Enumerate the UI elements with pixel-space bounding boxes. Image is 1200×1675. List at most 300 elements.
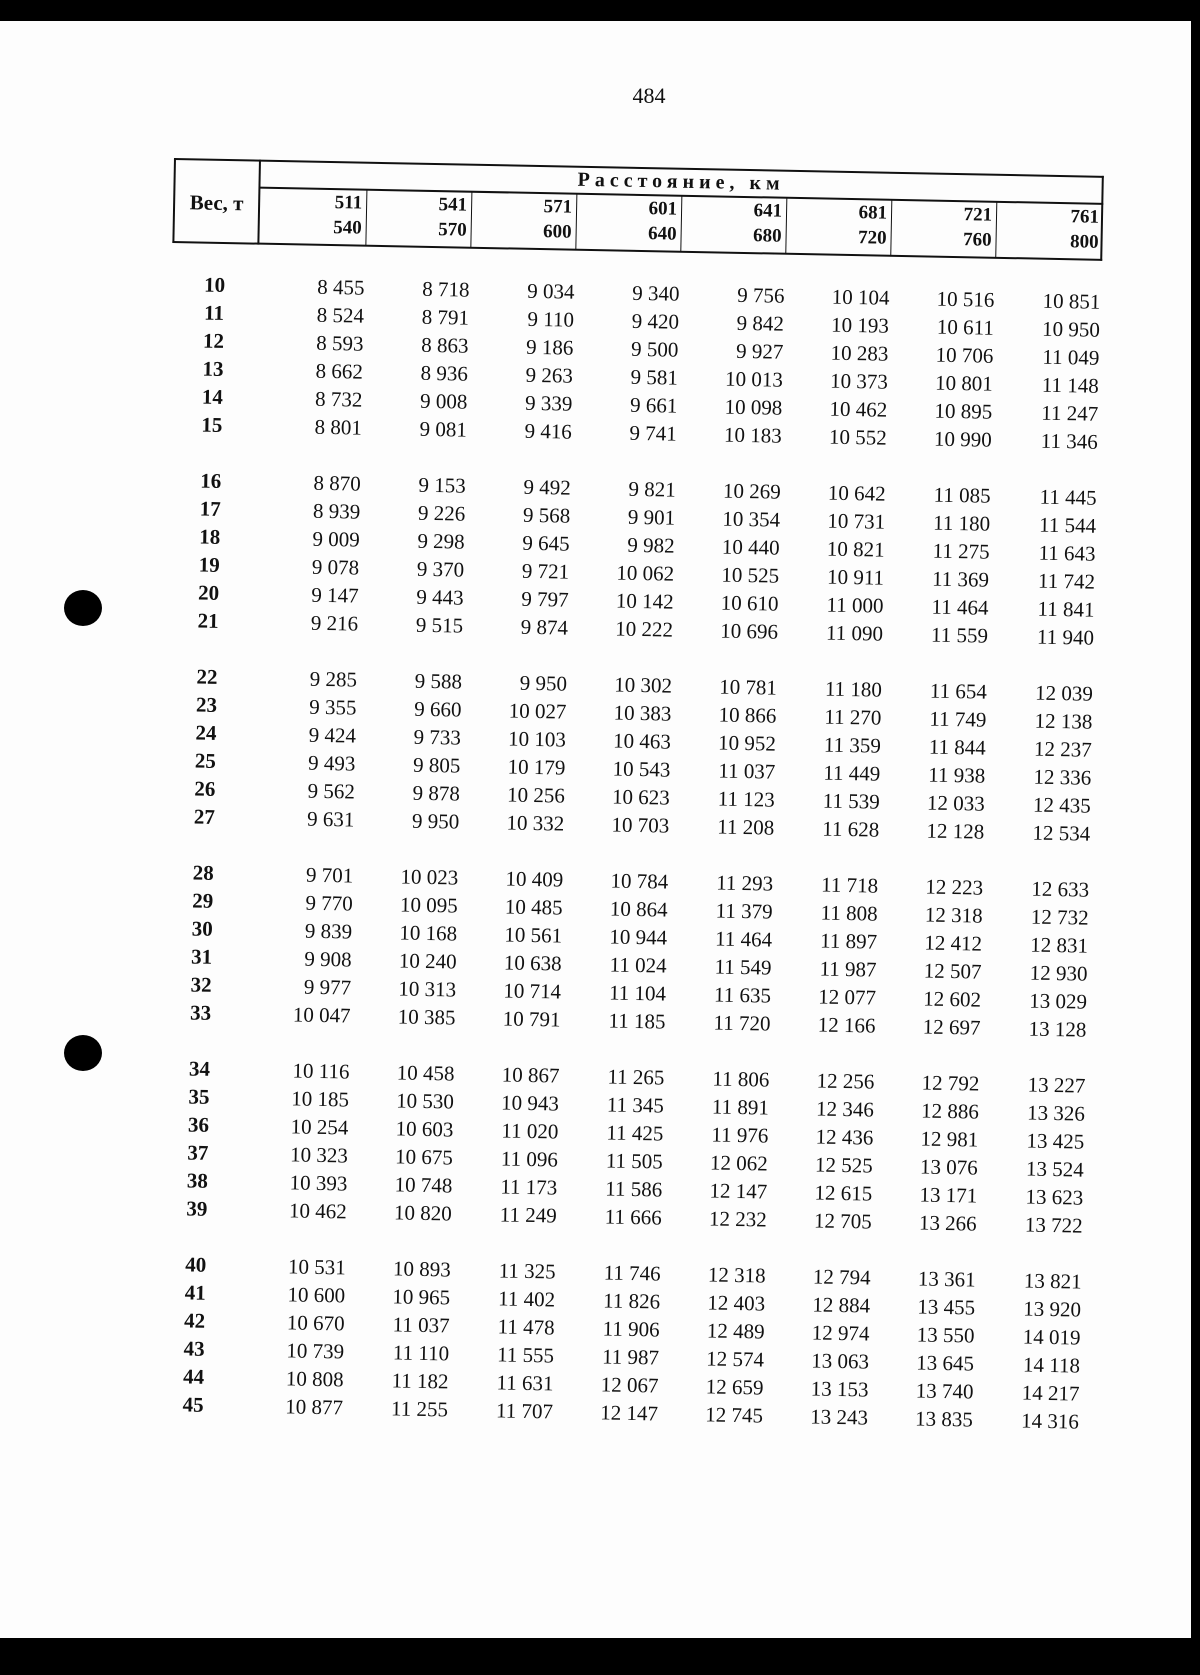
table-cell: 12 033: [926, 790, 985, 816]
table-cell: 11 806: [712, 1066, 770, 1092]
table-cell: 10 440: [721, 534, 780, 560]
row-weight-label: 29: [192, 888, 214, 913]
table-cell: 11 749: [929, 706, 987, 732]
table-cell: 10 944: [609, 924, 668, 950]
table-cell: 12 602: [923, 986, 982, 1012]
table-cell: 11 559: [930, 622, 989, 648]
column-range-to: 720: [857, 227, 887, 249]
table-cell: 11 359: [823, 732, 882, 758]
table-cell: 11 826: [602, 1288, 661, 1314]
table-cell: 11 631: [496, 1370, 554, 1396]
table-cell: 11 720: [713, 1010, 771, 1036]
column-header: [471, 192, 577, 250]
table-cell: 12 062: [709, 1150, 769, 1176]
table-cell: 10 116: [292, 1058, 350, 1084]
table-cell: 13 326: [1026, 1100, 1086, 1126]
table-cell: 12 615: [814, 1180, 873, 1206]
table-cell: 11 110: [392, 1340, 450, 1366]
table-cell: 10 485: [504, 894, 563, 920]
row-weight-label: 43: [183, 1336, 205, 1361]
table-cell: 9 568: [522, 502, 571, 528]
table-cell: 9 298: [417, 528, 465, 554]
row-weight-label: 36: [187, 1112, 210, 1137]
table-cell: 9 186: [525, 334, 574, 360]
table-cell: 11 180: [932, 510, 991, 536]
table-cell: 11 628: [822, 816, 880, 842]
row-weight-label: 17: [199, 496, 222, 521]
table-cell: 12 039: [1034, 680, 1094, 706]
table-cell: 10 895: [934, 398, 993, 424]
table-cell: 9 660: [413, 696, 462, 722]
table-cell: 12 745: [704, 1402, 764, 1428]
table-cell: 10 952: [717, 730, 777, 756]
table-cell: 13 821: [1023, 1268, 1082, 1294]
column-range-to: 760: [962, 229, 992, 251]
table-cell: 9 982: [627, 532, 675, 558]
table-cell: 9 977: [303, 974, 352, 1000]
page-number: 484: [632, 83, 666, 108]
row-weight-label: 26: [194, 776, 216, 801]
table-cell: 11 987: [601, 1344, 660, 1370]
table-cell: 9 878: [412, 780, 461, 806]
table-cell: 12 128: [926, 818, 985, 844]
table-cell: 12 930: [1029, 960, 1088, 986]
column-range-to: 570: [437, 219, 467, 241]
table-cell: 10 623: [611, 784, 671, 810]
column-range-from: 541: [438, 194, 468, 216]
row-weight-label: 40: [185, 1252, 207, 1277]
table-cell: 10 283: [830, 340, 889, 366]
row-weight-label: 33: [189, 1000, 212, 1025]
table-cell: 11 897: [819, 928, 878, 954]
row-weight-label: 15: [201, 412, 223, 437]
table-cell: 10 062: [616, 560, 675, 586]
table-cell: 10 023: [400, 864, 459, 890]
table-cell: 9 081: [419, 416, 468, 442]
table-cell: 10 820: [393, 1200, 453, 1226]
table-cell: 9 147: [311, 582, 359, 608]
table-cell: 14 019: [1022, 1324, 1081, 1350]
table-cell: 11 090: [825, 620, 884, 646]
table-cell: 10 543: [612, 756, 671, 782]
table-cell: 11 742: [1037, 568, 1096, 594]
table-cell: 10 185: [290, 1086, 350, 1112]
table-cell: 13 063: [811, 1348, 870, 1374]
table-cell: 10 965: [392, 1284, 451, 1310]
table-cell: 8 524: [316, 302, 365, 328]
table-cell: 10 943: [500, 1090, 560, 1116]
table-cell: 10 739: [286, 1338, 345, 1364]
table-cell: 12 403: [707, 1290, 766, 1316]
table-cell: 12 318: [924, 902, 983, 928]
table-cell: 11 123: [717, 786, 776, 812]
table-cell: 10 784: [610, 868, 669, 894]
table-cell: 11 643: [1038, 540, 1096, 566]
table-cell: 12 147: [600, 1400, 659, 1426]
table-cell: 9 370: [416, 556, 465, 582]
table-cell: 11 544: [1038, 512, 1097, 538]
row-weight-label: 13: [202, 356, 224, 381]
table-cell: 13 076: [919, 1154, 978, 1180]
table-cell: 9 420: [631, 308, 680, 334]
table-cell: 9 285: [309, 666, 358, 692]
row-weight-label: 11: [203, 300, 225, 325]
table-cell: 8 455: [317, 274, 365, 300]
table-cell: 9 216: [310, 610, 359, 636]
table-cell: 11 841: [1037, 596, 1095, 622]
table-cell: 9 355: [309, 694, 357, 720]
table-cell: 9 842: [736, 310, 785, 336]
table-cell: 12 507: [923, 958, 982, 984]
table-cell: 10 168: [399, 920, 458, 946]
table-cell: 10 047: [292, 1002, 351, 1028]
table-cell: 9 756: [736, 282, 785, 308]
table-cell: 12 884: [812, 1292, 871, 1318]
row-weight-label: 25: [194, 748, 217, 773]
row-weight-label: 24: [195, 720, 217, 745]
column-header: [786, 198, 892, 256]
table-cell: 10 183: [723, 422, 783, 448]
row-weight-label: 19: [198, 552, 220, 577]
table-cell: 12 412: [924, 930, 983, 956]
column-range-to: 600: [542, 221, 572, 243]
table-cell: 9 821: [628, 476, 676, 502]
table-cell: 12 633: [1031, 876, 1090, 902]
table-cell: 11 049: [1042, 344, 1100, 370]
table-cell: 13 029: [1029, 988, 1088, 1014]
table-cell: 10 313: [398, 976, 457, 1002]
table-cell: 11 249: [499, 1202, 557, 1228]
row-weight-label: 42: [183, 1308, 206, 1333]
row-weight-label: 38: [186, 1168, 209, 1193]
table-cell: 11 635: [713, 982, 772, 1008]
table-cell: 12 223: [925, 874, 984, 900]
table-cell: 11 478: [497, 1314, 555, 1340]
table-cell: 12 067: [600, 1372, 659, 1398]
column-range-to: 540: [332, 217, 362, 239]
table-cell: 10 463: [612, 728, 672, 754]
table-cell: 9 797: [521, 586, 569, 612]
table-cell: 9 874: [520, 614, 569, 640]
table-cell: 13 740: [915, 1378, 974, 1404]
table-cell: 10 103: [507, 726, 567, 752]
table-cell: 12 974: [811, 1320, 870, 1346]
table-cell: 10 808: [285, 1366, 344, 1392]
column-header: [576, 194, 682, 252]
table-cell: 12 705: [813, 1208, 872, 1234]
table-cell: 13 128: [1028, 1016, 1087, 1042]
table-cell: 12 525: [814, 1152, 874, 1178]
table-cell: 10 256: [506, 782, 566, 808]
table-cell: 11 148: [1041, 372, 1100, 398]
table-cell: 11 325: [498, 1258, 556, 1284]
column-header: [258, 188, 367, 246]
table-cell: 12 574: [706, 1346, 765, 1372]
table-cell: 9 581: [630, 364, 679, 390]
table-cell: 10 703: [611, 812, 670, 838]
table-cell: 12 697: [922, 1014, 981, 1040]
table-cell: 11 808: [820, 900, 878, 926]
table-cell: 12 077: [818, 984, 877, 1010]
table-cell: 11 255: [390, 1396, 449, 1422]
table-cell: 9 416: [524, 418, 573, 444]
table-cell: 10 552: [828, 424, 887, 450]
table-cell: 11 906: [602, 1316, 660, 1342]
row-weight-label: 45: [182, 1392, 204, 1417]
table-cell: 11 379: [715, 898, 773, 924]
table-cell: 10 179: [507, 754, 566, 780]
table-cell: 11 449: [823, 760, 881, 786]
table-cell: 9 424: [308, 722, 357, 748]
column-range-from: 511: [334, 192, 363, 214]
table-cell: 10 409: [505, 866, 564, 892]
table-cell: 10 801: [934, 370, 994, 396]
table-cell: 9 721: [521, 558, 570, 584]
table-cell: 9 263: [525, 362, 574, 388]
table-cell: 10 332: [506, 810, 565, 836]
table-cell: 11 275: [932, 538, 990, 564]
table-cell: 9 008: [419, 388, 468, 414]
table-cell: 12 435: [1032, 792, 1091, 818]
table-cell: 13 227: [1027, 1072, 1086, 1098]
table-cell: 9 339: [524, 390, 573, 416]
table-cell: 10 302: [613, 672, 673, 698]
row-weight-label: 34: [188, 1056, 211, 1081]
table-cell: 10 821: [826, 536, 885, 562]
table-cell: 10 864: [609, 896, 668, 922]
table-cell: 9 741: [629, 420, 678, 446]
table-cell: 11 369: [931, 566, 990, 592]
table-cell: 9 340: [632, 280, 680, 306]
table-cell: 12 436: [815, 1124, 874, 1150]
column-header: [996, 202, 1103, 260]
column-header: [681, 196, 787, 254]
table-cell: 11 505: [605, 1148, 664, 1174]
table-cell: 11 020: [501, 1118, 559, 1144]
table-cell: 10 600: [287, 1282, 346, 1308]
table-cell: 10 675: [394, 1144, 454, 1170]
table-cell: 12 232: [708, 1206, 767, 1232]
table-cell: 10 714: [503, 978, 562, 1004]
table-cell: 9 562: [307, 778, 356, 804]
table-cell: 9 078: [311, 554, 360, 580]
table-cell: 10 911: [826, 564, 885, 590]
table-cell: 12 659: [705, 1374, 764, 1400]
table-cell: 11 402: [497, 1286, 556, 1312]
row-weight-label: 22: [196, 664, 218, 689]
table-cell: 10 990: [933, 426, 992, 452]
table-cell: 10 610: [720, 590, 779, 616]
table-cell: 11 891: [711, 1094, 770, 1120]
table-cell: 12 794: [812, 1264, 871, 1290]
table-cell: 11 539: [822, 788, 881, 814]
table-cell: 13 835: [914, 1406, 974, 1432]
table-cell: 9 588: [414, 668, 463, 694]
table-cell: 11 746: [603, 1260, 661, 1286]
table-cell: 11 707: [495, 1398, 554, 1424]
table-cell: 9 701: [305, 862, 354, 888]
table-cell: 13 425: [1026, 1128, 1085, 1154]
table-cell: 11 180: [824, 676, 883, 702]
table-cell: 9 805: [412, 752, 461, 778]
table-cell: 11 718: [820, 872, 879, 898]
table-cell: 12 318: [707, 1262, 766, 1288]
table-cell: 11 037: [718, 758, 776, 784]
row-weight-label: 10: [203, 272, 226, 298]
table-cell: 8 939: [312, 498, 361, 524]
punch-hole-upper: [64, 590, 102, 626]
table-cell: 9 950: [411, 808, 460, 834]
table-cell: 10 142: [615, 588, 674, 614]
table-cell: 11 940: [1036, 624, 1095, 650]
table-cell: 10 877: [285, 1394, 344, 1420]
table-cell: 9 226: [417, 500, 466, 526]
column-range-from: 571: [543, 196, 573, 218]
punch-hole-lower: [64, 1035, 102, 1071]
table-cell: 10 385: [397, 1004, 456, 1030]
table-cell: 12 256: [816, 1068, 875, 1094]
column-range-from: 601: [648, 198, 678, 220]
table-cell: 10 027: [508, 698, 567, 724]
table-cell: 12 147: [709, 1178, 768, 1204]
table-cell: 11 445: [1039, 484, 1097, 510]
table-cell: 10 516: [936, 286, 995, 312]
table-cell: 10 611: [936, 314, 995, 340]
table-cell: 8 662: [315, 358, 364, 384]
table-cell: 10 098: [724, 394, 783, 420]
table-cell: 10 781: [718, 674, 778, 700]
column-range-to: 640: [647, 223, 677, 245]
table-cell: 11 549: [714, 954, 772, 980]
table-cell: 10 373: [829, 368, 889, 394]
table-cell: 9 500: [630, 336, 679, 362]
table-cell: 11 270: [824, 704, 882, 730]
table-cell: 13 361: [917, 1266, 976, 1292]
table-cell: 13 920: [1023, 1296, 1082, 1322]
table-cell: 10 240: [398, 948, 457, 974]
table-cell: 11 182: [391, 1368, 449, 1394]
distance-weight-table: [150, 158, 1104, 1441]
table-cell: 13 455: [917, 1294, 976, 1320]
table-cell: 8 870: [313, 470, 362, 496]
table-cell: 8 801: [314, 414, 363, 440]
table-cell: 10 104: [831, 284, 890, 310]
table-cell: 11 425: [606, 1120, 664, 1146]
table-cell: 11 037: [392, 1312, 450, 1338]
table-cell: 12 732: [1030, 904, 1089, 930]
table-cell: 8 791: [421, 304, 470, 330]
table-cell: 9 515: [415, 612, 464, 638]
table-cell: 13 153: [810, 1376, 869, 1402]
row-weight-label: 20: [197, 580, 220, 605]
table-cell: 10 095: [399, 892, 458, 918]
table-cell: 11 464: [714, 926, 773, 952]
table-cell: 9 901: [627, 504, 676, 530]
column-range-from: 761: [1070, 206, 1100, 228]
table-cell: 10 603: [395, 1116, 454, 1142]
table-cell: 12 336: [1033, 764, 1092, 790]
row-weight-label: 28: [192, 860, 215, 885]
table-cell: 10 893: [392, 1256, 451, 1282]
table-cell: 10 222: [615, 616, 674, 642]
table-cell: 11 185: [608, 1008, 666, 1034]
weight-column-header: Вес, т: [189, 190, 244, 216]
table-cell: 10 462: [829, 396, 888, 422]
table-cell: 10 462: [288, 1198, 348, 1224]
table-cell: 13 266: [918, 1210, 977, 1236]
row-weight-label: 18: [199, 524, 221, 549]
table-cell: 9 839: [304, 918, 353, 944]
table-cell: 12 346: [815, 1096, 875, 1122]
table-cell: 8 863: [420, 332, 469, 358]
table-cell: 11 976: [711, 1122, 769, 1148]
table-cell: 10 354: [722, 506, 781, 532]
table-cell: 12 831: [1030, 932, 1089, 958]
column-range-from: 681: [858, 202, 888, 224]
table-cell: 12 886: [920, 1098, 980, 1124]
row-weight-label: 14: [201, 384, 224, 409]
table-cell: 10 748: [394, 1172, 453, 1198]
table-cell: 10 950: [1041, 316, 1101, 342]
table-cell: 9 950: [519, 670, 568, 696]
table-cell: 9 153: [418, 472, 466, 498]
table-cell: 10 866: [718, 702, 777, 728]
column-range-to: 800: [1069, 231, 1099, 253]
table-cell: 11 024: [609, 952, 667, 978]
row-weight-label: 12: [202, 328, 225, 353]
table-cell: 11 096: [500, 1146, 559, 1172]
table-cell: 10 867: [501, 1062, 560, 1088]
table-cell: 11 173: [500, 1174, 558, 1200]
table-cell: 10 561: [504, 922, 563, 948]
table-cell: 11 208: [717, 814, 775, 840]
table-cell: 10 696: [720, 618, 779, 644]
column-range-from: 641: [753, 200, 783, 222]
table-cell: 14 217: [1021, 1380, 1080, 1406]
row-weight-label: 27: [193, 804, 216, 829]
table-cell: 13 171: [919, 1182, 978, 1208]
table-cell: 11 104: [608, 980, 667, 1006]
table-cell: 10 642: [827, 480, 886, 506]
table-cell: 10 731: [827, 508, 886, 534]
table-cell: 11 346: [1040, 428, 1098, 454]
row-weight-label: 39: [186, 1196, 208, 1221]
row-weight-label: 23: [195, 692, 218, 717]
row-weight-label: 21: [197, 608, 219, 633]
table-cell: 9 770: [305, 890, 353, 916]
table-cell: 14 118: [1022, 1352, 1081, 1378]
table-cell: 13 243: [809, 1404, 869, 1430]
table-cell: 11 000: [826, 592, 884, 618]
table-cell: 9 493: [307, 750, 356, 776]
row-weight-label: 35: [188, 1084, 210, 1109]
table-cell: 9 631: [306, 806, 355, 832]
table-cell: 8 718: [422, 276, 470, 302]
table-cell: 9 927: [735, 338, 784, 364]
table-cell: 12 981: [920, 1126, 979, 1152]
table-cell: 10 670: [286, 1310, 345, 1336]
row-weight-label: 41: [184, 1280, 206, 1305]
table-cell: 10 531: [287, 1254, 346, 1280]
table-cell: 11 247: [1041, 400, 1099, 426]
table-cell: 10 323: [289, 1142, 349, 1168]
table-cell: 11 345: [606, 1092, 665, 1118]
table-cell: 10 851: [1042, 288, 1101, 314]
table-cell: 12 166: [817, 1012, 876, 1038]
table-cell: 10 193: [830, 312, 890, 338]
table-cell: 11 844: [928, 734, 987, 760]
table-cell: 13 645: [916, 1350, 975, 1376]
